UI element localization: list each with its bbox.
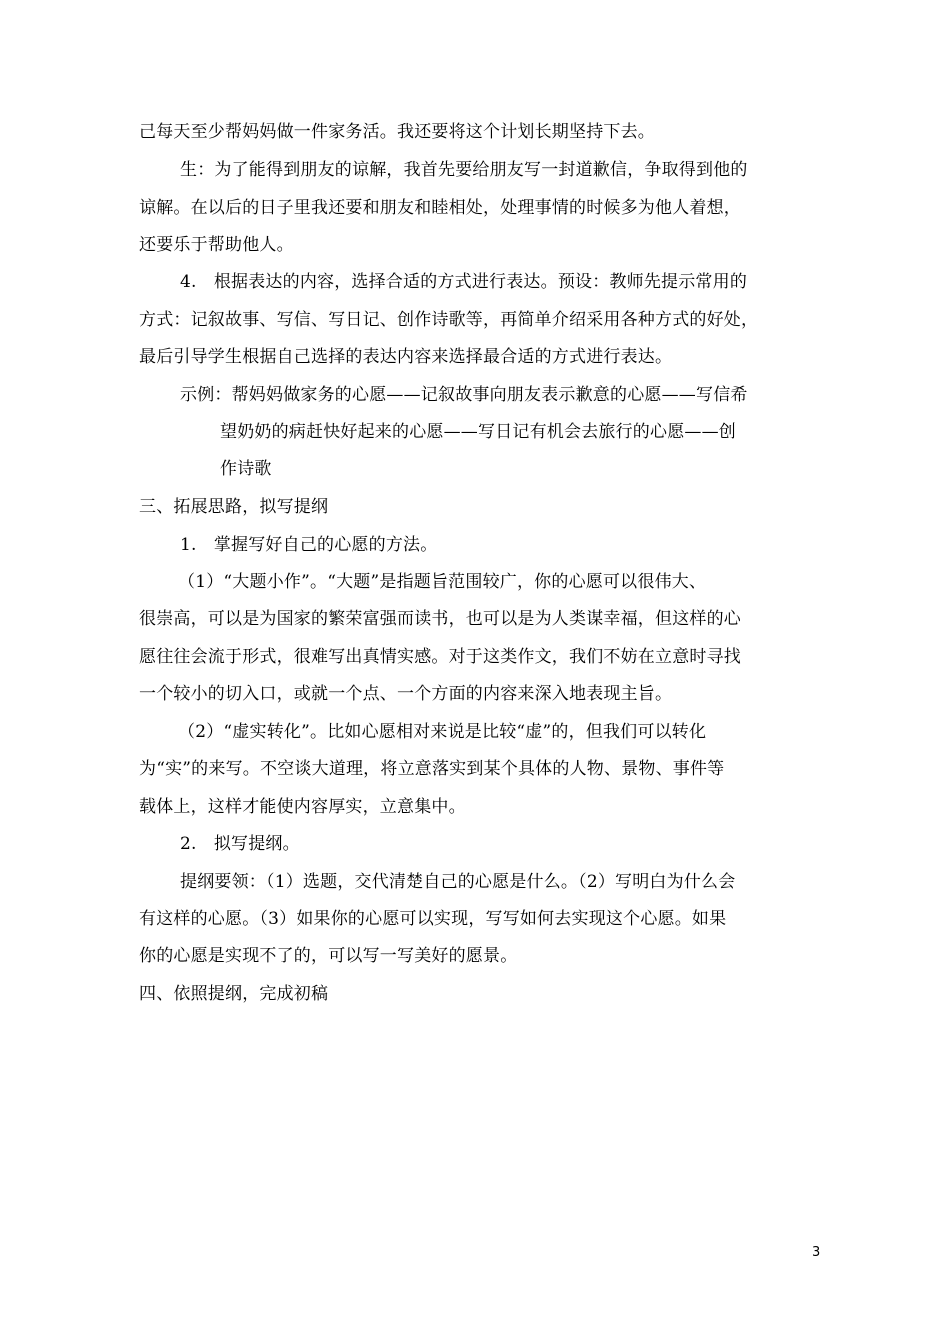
text-line: 望奶奶的病赶快好起来的心愿——写日记有机会去旅行的心愿——创 — [220, 422, 736, 442]
text-line: 为“实”的来写。不空谈大道理，将立意落实到某个具体的人物、景物、事件等 — [139, 759, 725, 779]
text-line: 你的心愿是实现不了的，可以写一写美好的愿景。 — [139, 946, 518, 966]
text-line: 最后引导学生根据自己选择的表达内容来选择最合适的方式进行表达。 — [139, 347, 673, 367]
text-line: 还要乐于帮助他人。 — [139, 235, 294, 255]
text-line: 载体上，这样才能使内容厚实，立意集中。 — [139, 797, 466, 817]
section-heading: 三、拓展思路，拟写提纲 — [139, 497, 329, 517]
text-line: 有这样的心愿。（3）如果你的心愿可以实现，写写如何去实现这个心愿。如果 — [139, 909, 727, 929]
text-line: 示例：帮妈妈做家务的心愿——记叙故事向朋友表示歉意的心愿——写信希 — [180, 385, 748, 405]
page-number: 3 — [812, 1245, 821, 1260]
text-line: 2. 拟写提纲。 — [180, 834, 300, 854]
text-line: 作诗歌 — [220, 459, 272, 479]
text-line: 愿往往会流于形式，很难写出真情实感。对于这类作文，我们不妨在立意时寻找 — [139, 647, 741, 667]
text-line: 生：为了能得到朋友的谅解，我首先要给朋友写一封道歉信，争取得到他的 — [180, 160, 748, 180]
text-line: 1. 掌握写好自己的心愿的方法。 — [180, 535, 438, 555]
text-line: （2）“虚实转化”。比如心愿相对来说是比较“虚”的，但我们可以转化 — [178, 722, 707, 742]
text-line: 方式：记叙故事、写信、写日记、创作诗歌等，再简单介绍采用各种方式的好处， — [139, 310, 759, 330]
text-line: 己每天至少帮妈妈做一件家务活。我还要将这个计划长期坚持下去。 — [139, 122, 655, 142]
text-line: 提纲要领：（1）选题，交代清楚自己的心愿是什么。（2）写明白为什么会 — [180, 872, 736, 892]
text-line: 一个较小的切入口，或就一个点、一个方面的内容来深入地表现主旨。 — [139, 684, 673, 704]
text-line: 很崇高，可以是为国家的繁荣富强而读书，也可以是为人类谋幸福，但这样的心 — [139, 609, 741, 629]
text-line: 谅解。在以后的日子里我还要和朋友和睦相处，处理事情的时候多为他人着想， — [139, 198, 741, 218]
text-line: 4. 根据表达的内容，选择合适的方式进行表达。预设：教师先提示常用的 — [180, 272, 748, 292]
section-heading: 四、依照提纲，完成初稿 — [139, 984, 329, 1004]
text-line: （1）“大题小作”。“大题”是指题旨范围较广，你的心愿可以很伟大、 — [178, 572, 707, 592]
